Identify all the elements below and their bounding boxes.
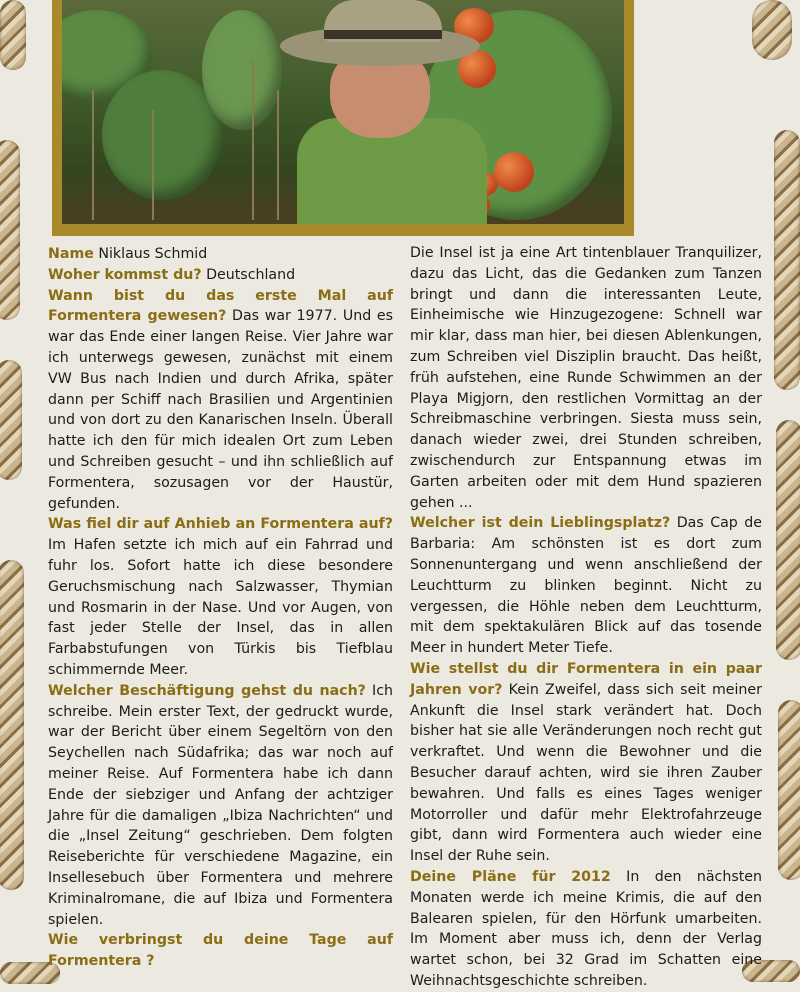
origin-answer: Deutschland bbox=[206, 266, 296, 283]
qa-favorite-place bbox=[410, 513, 762, 659]
question: Wie verbringst du deine Tage auf Formentera ? bbox=[48, 932, 393, 970]
qa-first-impression bbox=[48, 514, 393, 680]
question: Was fiel dir auf Anhieb an Formentera auf? bbox=[48, 516, 393, 533]
article-column-left bbox=[48, 244, 393, 972]
rope-border-left-top bbox=[0, 0, 26, 70]
qa-first-visit bbox=[48, 286, 393, 515]
answer: Kein Zweifel, dass sich seit meiner Ankunft die Insel stark verändert hat. Doch bisher hat sie alle Veränderungen noch recht gut verkraftet. Und wenn die Bewohner und die Besucher darauf achten, wird sie ihren Zauber bewahren. Und falls es eines Tages weniger Motorroller und dafür mehr Elektrofahrzeuge gibt, dann wird Formentera auch wieder eine Insel der Ruhe sein. bbox=[410, 681, 762, 865]
rope-border-right-mid bbox=[774, 130, 800, 390]
profile-origin bbox=[48, 265, 393, 286]
rope-border-right-bottom bbox=[778, 700, 800, 880]
question: Welcher ist dein Lieblingsplatz? bbox=[410, 515, 671, 532]
qa-daily-life-question bbox=[48, 930, 393, 972]
answer: Im Hafen setzte ich mich auf ein Fahrrad und fuhr los. Sofort hatte ich diese besondere Geruchsmischung nach Salzwasser, Thymian und Rosmarin in der Nase. Und vor Augen, von fast jeder Stelle der Insel, das in allen Farbabstufungen von Türkis bis Tiefblau schimmernde Meer. bbox=[48, 537, 393, 678]
question: Deine Pläne für 2012 bbox=[410, 868, 611, 885]
answer: In den nächsten Monaten werde ich meine Krimis, die auf den Balearen spielen, für den Hörfunk umarbeiten. Im Moment aber muss ich, denn der Verlag wartet schon, bei 32 Grad im Schatten eine Weihnachtsgeschichte schreiben. bbox=[410, 868, 762, 989]
rope-border-left-bottom bbox=[0, 560, 24, 890]
answer: Ich schreibe. Mein erster Text, der gedruckt wurde, war der Bericht über einem Segeltörn von den Seychellen nach Südafrika; das war noch auf meiner Reise. Auf Formentera habe ich dann Ende der siebziger und Anfang der achtziger Jahre für die damaligen „Ibiza Nachrichten“ und die „Insel Zeitung“ geschrieben. Dem folgten Reiseberichte für verschiedene Magazine, ein Insellesebuch über Formentera und mehrere Kriminalromane, die auf Ibiza und Formentera spielen. bbox=[48, 682, 393, 928]
answer: Die Insel ist ja eine Art tintenblauer Tranquilizer, dazu das Licht, das die Gedanken zum Tanzen bringt und dann die interessanten Leute, Einheimische wie Hinzugezogene: Schnell war mir klar, dass man hier, bei diesen Ablenkungen, zum Schreiben viel Disziplin braucht. Das heißt, früh aufstehen, eine Runde Schwimmen an der Playa Migjorn, den restlichen Vormittag an der Schreibmaschine verbringen. Siesta muss sein, danach wieder zwei, drei Stunden schreiben, zwischendurch zur Entspannung etwas im Garten arbeiten oder mit dem Hund spazieren gehen ... bbox=[410, 245, 762, 511]
profile-name bbox=[48, 244, 393, 265]
qa-future bbox=[410, 659, 762, 867]
rope-border-right-low bbox=[776, 420, 800, 660]
answer: Das Cap de Barbaria: Am schönsten ist es dort zum Sonnenuntergang und wenn anschließend der Leuchtturm zu blinken beginnt. Nicht zu vergessen, die Höhle neben dem Leuchtturm, mit dem spektakulären Blick auf das tosende Meer in hundert Meter Tiefe. bbox=[410, 515, 762, 657]
question: Wann bist du das erste Mal auf Formentera gewesen? bbox=[48, 287, 393, 325]
rope-border-right-top bbox=[752, 0, 792, 60]
qa-occupation bbox=[48, 681, 393, 931]
name-label: Name bbox=[48, 246, 94, 262]
name-value: Niklaus Schmid bbox=[98, 246, 208, 262]
question: Wie stellst du dir Formentera in ein paar Jahren vor? bbox=[410, 660, 762, 698]
rope-border-left-mid bbox=[0, 140, 20, 320]
qa-daily-life-answer bbox=[410, 243, 762, 513]
origin-question: Woher kommst du? bbox=[48, 266, 202, 283]
qa-plans bbox=[410, 867, 762, 992]
portrait-photo bbox=[62, 0, 624, 224]
article-column-right bbox=[410, 244, 762, 992]
rope-border-left-low bbox=[0, 360, 22, 480]
photo-frame bbox=[52, 0, 634, 236]
answer: Das war 1977. Und es war das Ende einer langen Reise. Vier Jahre war ich unterwegs gewesen, zunächst mit einem VW Bus nach Indien und durch Afrika, später dann per Schiff nach Brasilien und Argentinien und von dort zu den Kanarischen Inseln. Überall hatte ich den für mich idealen Ort zum Leben und Schreiben gesucht – und ihn schließlich auf Formentera, sozusagen vor der Haustür, gefunden. bbox=[48, 308, 394, 512]
question: Welcher Beschäftigung gehst du nach? bbox=[48, 682, 366, 699]
